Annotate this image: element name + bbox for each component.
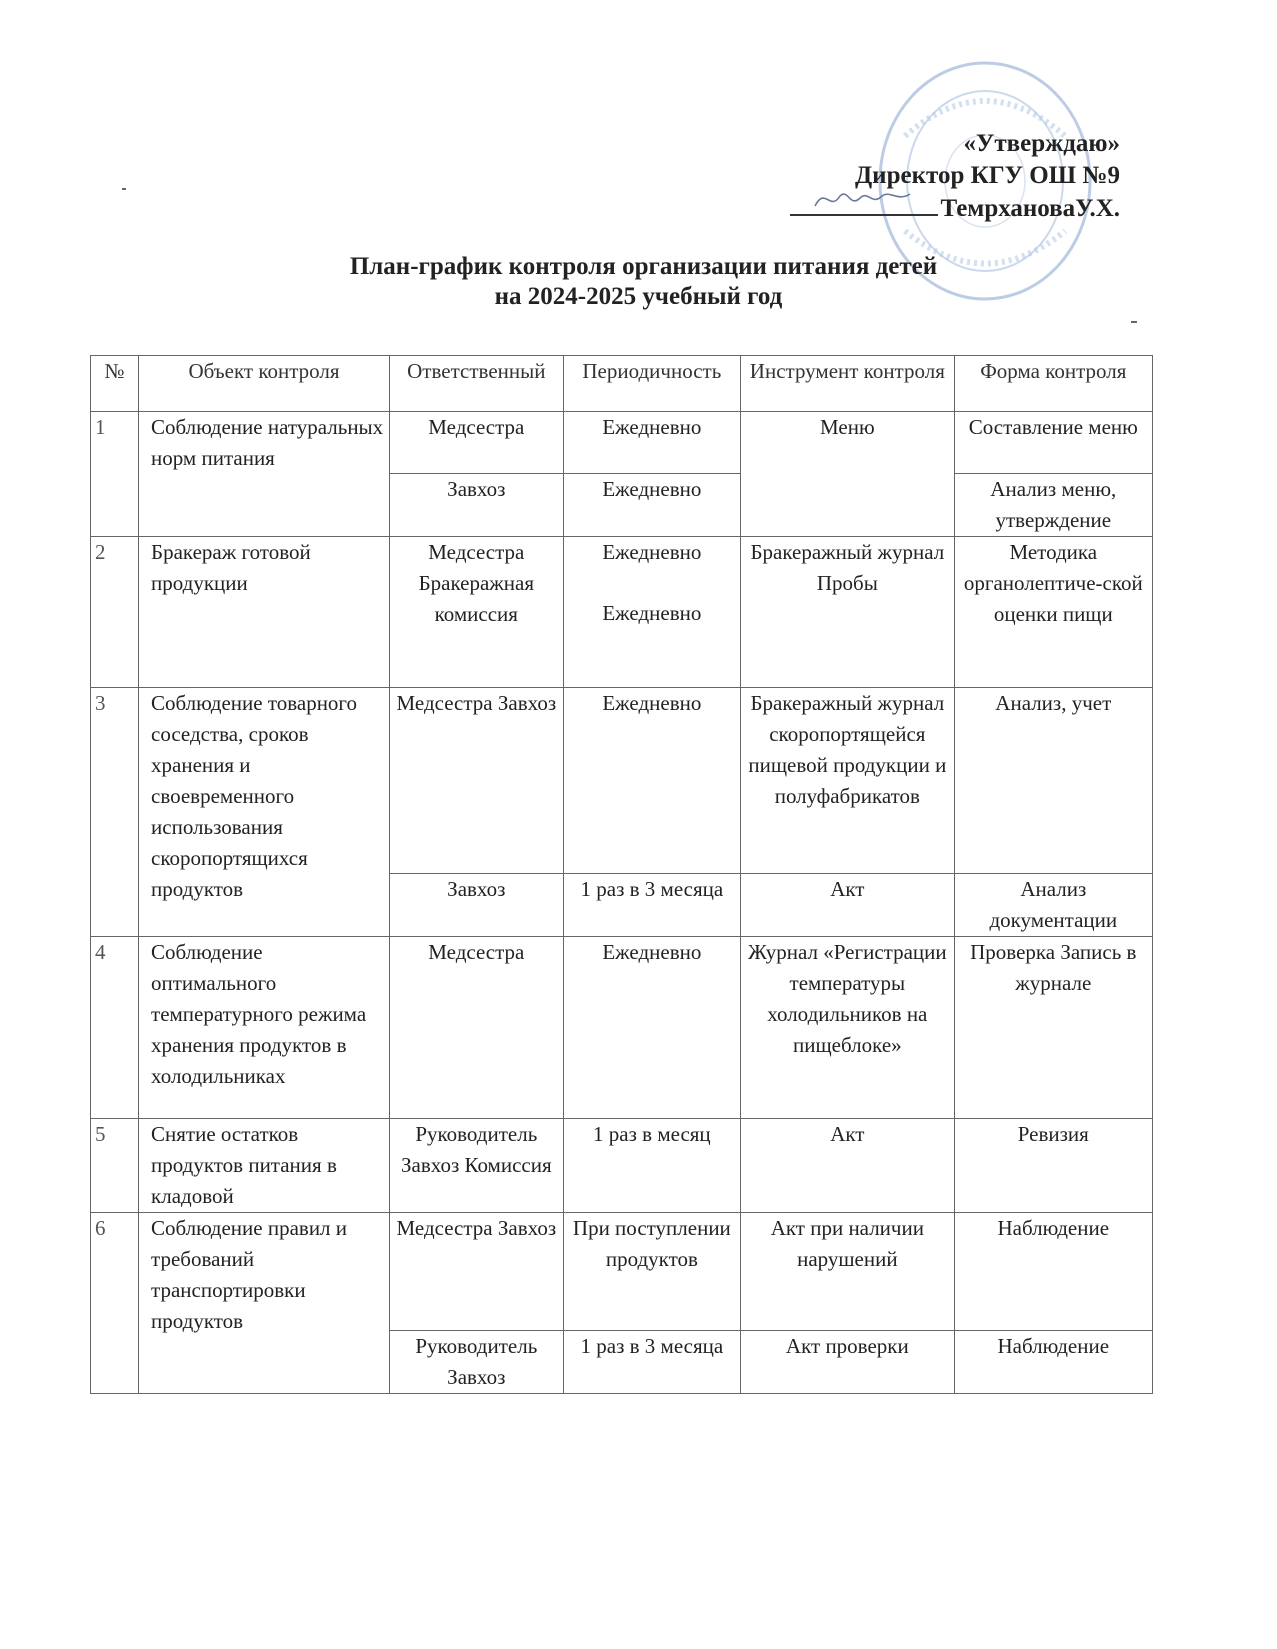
instrument: Бракеражный журнал Пробы	[741, 537, 954, 688]
instrument: Журнал «Регистрации температуры холодильников на пищеблоке»	[741, 937, 954, 1119]
scan-speck	[122, 188, 126, 190]
header-responsible: Ответственный	[390, 356, 564, 412]
responsible: Руководитель Завхоз Комиссия	[390, 1119, 564, 1213]
director-name: ТемрхановаУ.Х.	[940, 195, 1120, 222]
frequency: Ежедневно	[563, 688, 740, 874]
control-form: Проверка Запись в журнале	[954, 937, 1152, 1119]
responsible: Завхоз	[390, 474, 564, 537]
scan-speck	[1131, 321, 1137, 323]
frequency: 1 раз в 3 месяца	[563, 874, 740, 937]
approval-block	[790, 128, 1120, 225]
table-row	[91, 1213, 1153, 1331]
approval-heading: «Утверждаю»	[963, 130, 1120, 157]
title-line-2: на 2024-2025 учебный год	[494, 283, 783, 310]
instrument: Акт	[741, 874, 954, 937]
row-number: 6	[91, 1213, 139, 1394]
instrument: Акт	[741, 1119, 954, 1213]
frequency-line: Ежедневно	[602, 601, 702, 625]
control-form: Наблюдение	[954, 1331, 1152, 1394]
control-form: Анализ документации	[954, 874, 1152, 937]
table-row	[91, 937, 1153, 1119]
control-form: Анализ, учет	[954, 688, 1152, 874]
responsible: Завхоз	[390, 874, 564, 937]
responsible: Медсестра Завхоз	[390, 1213, 564, 1331]
instrument: Меню	[741, 412, 954, 537]
frequency: 1 раз в месяц	[563, 1119, 740, 1213]
frequency: Ежедневно	[563, 937, 740, 1119]
header-object: Объект контроля	[139, 356, 390, 412]
responsible: Руководитель Завхоз	[390, 1331, 564, 1394]
frequency: Ежедневно	[563, 474, 740, 537]
row-number: 5	[91, 1119, 139, 1213]
row-number: 1	[91, 412, 139, 537]
table-row	[91, 1119, 1153, 1213]
frequency	[563, 537, 740, 688]
control-form: Наблюдение	[954, 1213, 1152, 1331]
control-form: Составление меню	[954, 412, 1152, 474]
responsible: Медсестра Завхоз	[390, 688, 564, 874]
approval-position: Директор КГУ ОШ №9	[854, 162, 1120, 189]
header-number: №	[91, 356, 139, 412]
header-frequency: Периодичность	[563, 356, 740, 412]
table-row	[91, 412, 1153, 474]
document-title	[0, 252, 1277, 312]
control-object: Соблюдение правил и требований транспортировки продуктов	[139, 1213, 390, 1394]
responsible: Медсестра	[390, 937, 564, 1119]
table-header-row	[91, 356, 1153, 412]
title-line-1: План-график контроля организации питания детей	[349, 253, 938, 280]
frequency: При поступлении продуктов	[563, 1213, 740, 1331]
control-object: Соблюдение оптимального температурного режима хранения продуктов в холодильниках	[139, 937, 390, 1119]
row-number: 3	[91, 688, 139, 937]
control-object: Бракераж готовой продукции	[139, 537, 390, 688]
control-object: Соблюдение товарного соседства, сроков хранения и своевременного использования скоропортящихся продуктов	[139, 688, 390, 937]
header-form: Форма контроля	[954, 356, 1152, 412]
responsible: Медсестра Бракеражная комиссия	[390, 537, 564, 688]
control-object: Соблюдение натуральных норм питания	[139, 412, 390, 537]
signature-line	[790, 192, 938, 216]
control-form: Анализ меню, утверждение	[954, 474, 1152, 537]
approval-signature-line	[790, 192, 1120, 225]
header-instrument: Инструмент контроля	[741, 356, 954, 412]
handwritten-signature-icon	[810, 184, 920, 214]
control-schedule-table	[90, 355, 1153, 1394]
control-form: Ревизия	[954, 1119, 1152, 1213]
instrument: Акт проверки	[741, 1331, 954, 1394]
frequency: Ежедневно	[563, 412, 740, 474]
frequency: 1 раз в 3 месяца	[563, 1331, 740, 1394]
instrument: Акт при наличии нарушений	[741, 1213, 954, 1331]
table-row	[91, 688, 1153, 874]
control-object: Снятие остатков продуктов питания в кладовой	[139, 1119, 390, 1213]
instrument: Бракеражный журнал скоропортящейся пищевой продукции и полуфабрикатов	[741, 688, 954, 874]
row-number: 4	[91, 937, 139, 1119]
frequency-line: Ежедневно	[602, 540, 702, 564]
table-row	[91, 537, 1153, 688]
responsible: Медсестра	[390, 412, 564, 474]
row-number: 2	[91, 537, 139, 688]
control-form: Методика органолептиче-ской оценки пищи	[954, 537, 1152, 688]
